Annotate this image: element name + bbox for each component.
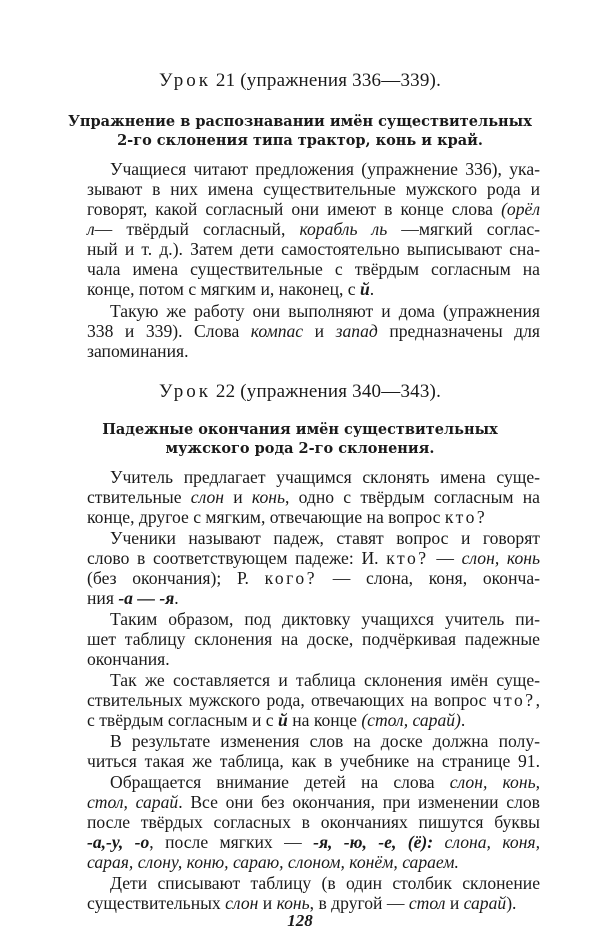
text-line: чала имена существительные с твёрдым согласным на (87, 259, 540, 279)
text-line: ный и т. д.). Затем дети самостоятельно выписывают сна- (87, 239, 540, 259)
text-line: после твёрдых согласных в окончаниях пишутся буквы (87, 812, 540, 832)
text-line: шет таблицу склонения на доске, подчёркивая падежные (87, 629, 540, 649)
text-line: Дети списывают таблицу (в один столбик склонение (110, 873, 540, 893)
text-line: слово в соответствующем падеже: И. кто? — слон, конь (87, 548, 540, 568)
text-line: ния -а — -я. (87, 588, 179, 608)
text-line: конце, другое с мягким, отвечающие на вопрос кто? (87, 507, 488, 527)
text-line: говорят, какой согласный они имеют в конце слова (орёл (87, 199, 540, 219)
lesson-21-subtitle: Упражнение в распознавании имён существительных 2-го склонения типа трактор, конь и край. (68, 113, 532, 149)
text-line: Такую же работу они выполняют и дома (упражнения (110, 301, 540, 321)
text-line: В результате изменения слов на доске должна полу- (110, 731, 540, 751)
text-line: читься такая же таблица, как в учебнике на странице 91. (87, 751, 540, 771)
lesson-22-subtitle: Падежные окончания имён существительных мужского рода 2-го склонения. (102, 421, 498, 457)
text-line: Таким образом, под диктовку учащихся учитель пи- (110, 609, 540, 629)
text-line: с твёрдым согласным и с й на конце (стол, сарай). (87, 710, 466, 730)
text-line: Ученики называют падеж, ставят вопрос и говорят (110, 528, 540, 548)
text-line: 338 и 339). Слова компас и запад предназначены для (87, 321, 541, 341)
text-line: Так же составляется и таблица склонения имён суще- (110, 670, 540, 690)
text-line: запоминания. (87, 341, 189, 361)
lesson-21-heading: Урок 21 (упражнения 336—339). (158, 70, 442, 91)
text-line: Учащиеся читают предложения (упражнение 336), ука- (110, 159, 540, 179)
text-line: Обращается внимание детей на слова слон, конь, (110, 772, 540, 792)
text-line: сарая, слону, коню, сараю, слоном, конём, сараем. (87, 852, 459, 872)
text-line: -а,-у, -о, после мягких — -я, -ю, -е, (ё): слона, коня, (87, 832, 540, 852)
text-line: (без окончания); Р. кого? — слона, коня, оконча- (87, 568, 540, 588)
text-line: Учитель предлагает учащимся склонять имена суще- (110, 467, 540, 487)
text-line: существительных слон и конь, в другой — стол и сарай). (87, 893, 517, 913)
lesson-22-heading: Урок 22 (упражнения 340—343). (158, 381, 442, 402)
text-line: л— твёрдый согласный, корабль ль —мягкий соглас- (87, 219, 540, 239)
text-line: зывают в них имена существительные мужского рода и (87, 179, 540, 199)
text-line: стол, сарай. Все они без окончания, при изменении слов (87, 792, 540, 812)
text-line: ствительные слон и конь, одно с твёрдым согласным на (87, 487, 540, 507)
text-line: окончания. (87, 649, 170, 669)
text-line: конце, потом с мягким и, наконец, с й. (87, 279, 375, 299)
page-number: 128 (287, 911, 313, 930)
text-line: ствительных мужского рода, отвечающих на вопрос что?, (87, 690, 540, 710)
